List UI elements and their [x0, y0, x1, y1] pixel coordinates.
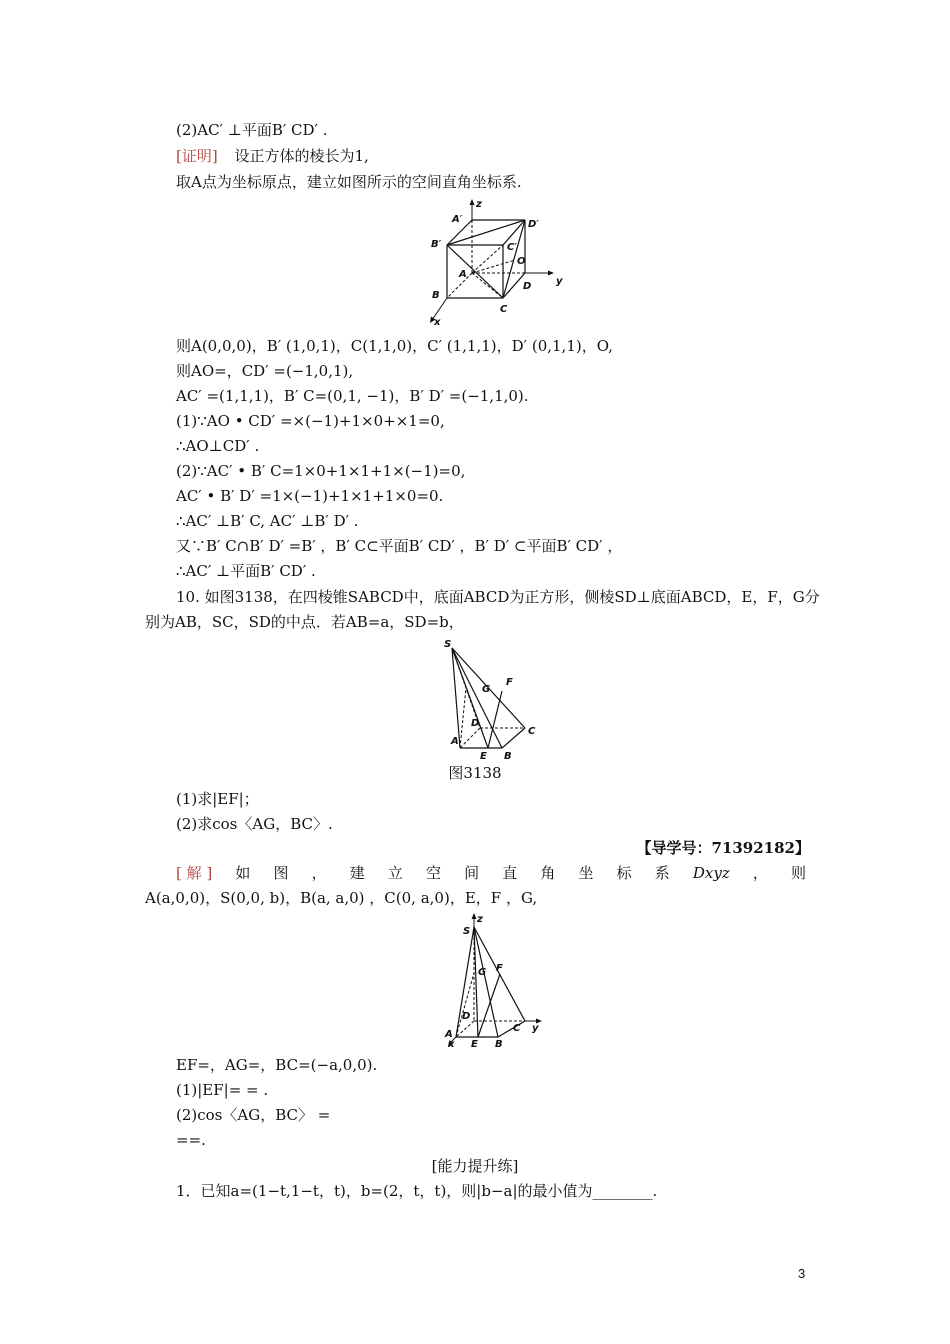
vertex-b1-label: B′	[431, 239, 442, 250]
axis-z-label: z	[476, 199, 482, 210]
pyramid-g-label: G	[478, 967, 487, 978]
text-line: ∴AO⊥CD′ .	[176, 437, 260, 455]
vertex-a1-label: A′	[452, 214, 463, 225]
solution-word: 则	[790, 864, 806, 882]
vertex-c1-label: C′	[507, 242, 517, 253]
proof-tag: [证明]	[176, 147, 218, 165]
solution-word: 建	[349, 864, 365, 882]
pyramid-d-label: D	[462, 1011, 471, 1022]
solution-word: 标	[616, 864, 632, 882]
solution-word: 空	[425, 864, 441, 882]
solution-word: 如	[235, 864, 251, 882]
text-line: (1)|EF|= = .	[176, 1081, 269, 1099]
pyramid-b-label: B	[495, 1039, 503, 1047]
vertex-d1-label: D′	[528, 219, 539, 230]
solution-word: ，	[311, 864, 327, 882]
text-line: AC′ =(1,1,1)，B′ C=(0,1, −1)，B′ D′ =(−1,1,0).	[176, 387, 529, 405]
problem-10-line-1: 10. 如图3138，在四棱锥SABCD中，底面ABCD为正方形，侧棱SD⊥底面ABCD，E，F，G分	[176, 588, 820, 606]
figure-caption: 图3138	[448, 764, 502, 782]
pyramid-figure	[440, 636, 550, 762]
text-line: AC′ • B′ D′ =1×(−1)+1×1+1×0=0.	[176, 487, 444, 505]
pyramid-d-label: D	[471, 718, 480, 729]
proof-line	[176, 146, 369, 166]
pyramid-a-label: A	[451, 736, 459, 747]
vertex-c-label: C	[500, 304, 508, 315]
pyramid-f-label: F	[506, 677, 513, 688]
text-line: 又∵B′ C∩B′ D′ =B′ ，B′ C⊂平面B′ CD′ ，B′ D′ ⊂平面B′ CD′ ，	[176, 537, 623, 555]
pyramid-a-label: A	[445, 1029, 453, 1040]
solution-head-line	[176, 863, 806, 883]
text-line: ∴AC′ ⊥B′ C, AC′ ⊥B′ D′ .	[176, 512, 359, 530]
text-line: ∴AC′ ⊥平面B′ CD′ .	[176, 562, 316, 580]
axis-z-label: z	[477, 914, 483, 925]
text-line: 取A点为坐标原点，建立如图所示的空间直角坐标系.	[176, 173, 522, 191]
solution-word: 直	[502, 864, 518, 882]
pyramid-g-label: G	[482, 684, 491, 695]
solution-word: 图	[273, 864, 289, 882]
axis-y-label: y	[556, 276, 563, 287]
text-line: (2)cos〈AG，BC〉 =	[176, 1106, 331, 1124]
solution-word: 立	[387, 864, 403, 882]
proof-text: 设正方体的棱长为1,	[234, 147, 369, 165]
axis-x-label: x	[434, 317, 441, 328]
solution-word: 间	[464, 864, 480, 882]
pyramid-s-label: S	[463, 926, 471, 937]
solution-word: 系	[654, 864, 670, 882]
pyramid-c-label: C	[528, 726, 536, 737]
solution-word: ，	[752, 864, 768, 882]
problem-10-line-2: 别为AB，SC，SD的中点．若AB=a，SD=b，	[145, 613, 464, 631]
solution-word: 角	[540, 864, 556, 882]
pyramid-s-label: S	[444, 639, 452, 650]
text-line: 则AO=，CD′ =(−1,0,1),	[176, 362, 354, 380]
point-o-label: O	[517, 256, 526, 267]
pyramid-e-label: E	[480, 751, 487, 762]
page-number: 3	[798, 1266, 806, 1281]
vertex-d-label: D	[523, 281, 532, 292]
solution-line-2: A(a,0,0)，S(0,0, b)，B(a, a,0) ，C(0, a,0)，E，F ，G,	[145, 889, 538, 907]
section-title: [能力提升练]	[431, 1157, 519, 1175]
text-line: EF=，AG=，BC=(−a,0,0).	[176, 1056, 378, 1074]
text-line: 则A(0,0,0)，B′ (1,0,1)，C(1,1,0)，C′ (1,1,1)，D′ (0,1,1)，O,	[176, 337, 613, 355]
vertex-a-label: A	[459, 269, 467, 280]
guide-number: 【导学号：71392182】	[636, 839, 810, 857]
solution-word: 坐	[578, 864, 594, 882]
question-1: (1)求|EF|；	[176, 790, 259, 808]
text-line: ==.	[176, 1131, 206, 1149]
solution-word: Dxyz	[692, 864, 730, 882]
axis-x-label: x	[448, 1039, 455, 1047]
vertex-b-label: B	[432, 290, 440, 301]
pyramid-f-label: F	[496, 963, 503, 974]
cube-figure	[420, 198, 570, 328]
axis-y-label: y	[532, 1023, 539, 1034]
solution-tag: [ 解 ]	[176, 864, 213, 882]
text-line: (2)∵AC′ • B′ C=1×0+1×1+1×(−1)=0,	[176, 462, 466, 480]
question-2: (2)求cos〈AG，BC〉.	[176, 815, 333, 833]
text-line: (1)∵AO • CD′ =×(−1)+1×0+×1=0,	[176, 412, 445, 430]
pyramid-c-label: C	[513, 1023, 521, 1034]
exercise-1: 1．已知a=(1−t,1−t，t)，b=(2，t，t)，则|b−a|的最小值为________.	[176, 1182, 658, 1200]
text-line: (2)AC′ ⊥平面B′ CD′ .	[176, 121, 328, 139]
pyramid-b-label: B	[504, 751, 512, 762]
pyramid-e-label: E	[471, 1039, 478, 1047]
pyramid-axes-figure	[440, 913, 550, 1047]
